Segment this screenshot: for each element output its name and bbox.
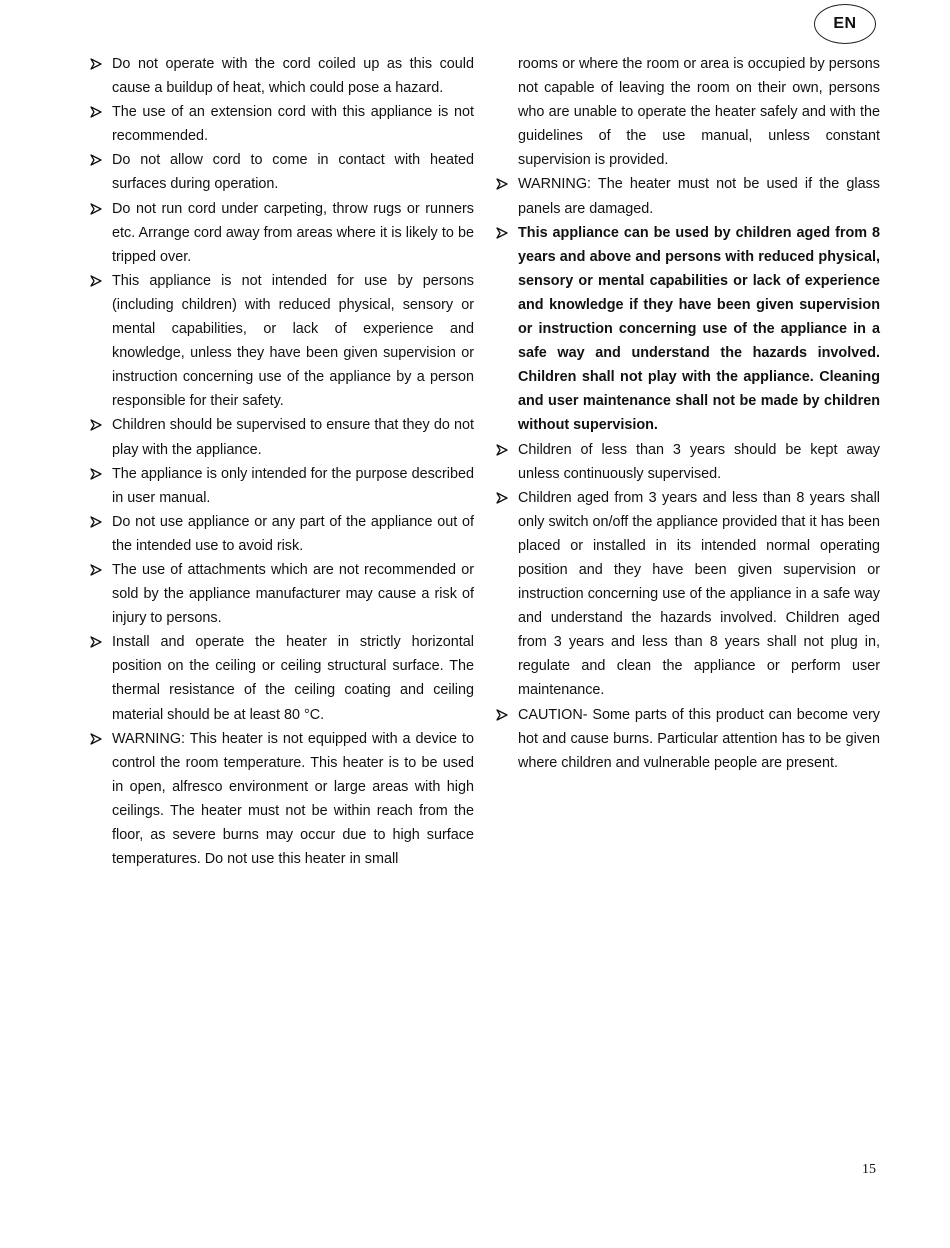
list-item xyxy=(88,52,474,100)
arrow-bullet-icon xyxy=(90,727,104,751)
arrow-bullet-icon xyxy=(90,630,104,654)
list-item xyxy=(88,462,474,510)
arrow-bullet-icon xyxy=(90,413,104,437)
list-item-text: rooms or where the room or area is occupied by persons not capable of leaving the room on their own, persons who are unable to operate the heater safely and with the guidelines of the use manual, unless constant supervision is provided. xyxy=(518,56,880,169)
right-column-list xyxy=(494,52,880,775)
arrow-bullet-icon xyxy=(90,558,104,582)
list-item xyxy=(88,269,474,414)
list-item xyxy=(88,100,474,148)
list-item xyxy=(88,558,474,630)
arrow-bullet-icon xyxy=(90,197,104,221)
list-item-text: This appliance can be used by children aged from 8 years and above and persons with reduced physical, sensory or mental capabilities or lack of experience and knowledge if they have been given supervision or instruction concerning use of the appliance in a safe way and understand the hazards involved. Children shall not play with the appliance. Cleaning and user maintenance shall not be made by children without supervision. xyxy=(518,224,880,434)
arrow-bullet-icon xyxy=(496,221,510,245)
list-item-text: Children of less than 3 years should be kept away unless continuously supervised. xyxy=(518,441,880,482)
list-item xyxy=(88,630,474,726)
list-item xyxy=(88,510,474,558)
list-item-text: Children aged from 3 years and less than 8 years shall only switch on/off the appliance provided that it has been placed or installed in its intended normal operating position and they have been given supervision or instruction concerning use of the appliance in a safe way and understand the hazards involved. Children aged from 3 years and less than 8 years shall not plug in, regulate and clean the appliance or perform user maintenance. xyxy=(518,489,880,699)
list-item-text: Children should be supervised to ensure that they do not play with the appliance. xyxy=(112,417,474,458)
list-item xyxy=(88,197,474,269)
list-item xyxy=(494,486,880,703)
list-item-text: WARNING: This heater is not equipped with a device to control the room temperature. This heater is to be used in open, alfresco environment or large areas with high ceilings. The heater must not be within reach from the floor, as severe burns may occur due to high surface temperatures. Do not use this heater in small xyxy=(112,730,474,868)
arrow-bullet-icon xyxy=(90,100,104,124)
list-item-text: This appliance is not intended for use by persons (including children) with reduced physical, sensory or mental capabilities, or lack of experience and knowledge, unless they have been given supervision or instruction concerning use of the appliance by a person responsible for their safety. xyxy=(112,272,474,410)
page-number: 15 xyxy=(862,1162,876,1177)
list-item-text: CAUTION- Some parts of this product can become very hot and cause burns. Particular attention has to be given where children and vulnerable people are present. xyxy=(518,706,880,771)
list-item-text: Do not run cord under carpeting, throw rugs or runners etc. Arrange cord away from areas where it is likely to be tripped over. xyxy=(112,200,474,265)
arrow-bullet-icon xyxy=(496,438,510,462)
list-item xyxy=(494,172,880,220)
list-item-text: The use of an extension cord with this appliance is not recommended. xyxy=(112,104,474,145)
arrow-bullet-icon xyxy=(496,486,510,510)
arrow-bullet-icon xyxy=(496,703,510,727)
arrow-bullet-icon xyxy=(90,148,104,172)
arrow-bullet-icon xyxy=(90,52,104,76)
arrow-bullet-icon xyxy=(90,269,104,293)
list-item xyxy=(88,148,474,196)
list-item-continuation xyxy=(494,52,880,172)
list-item-text: Install and operate the heater in strictly horizontal position on the ceiling or ceiling structural surface. The thermal resistance of the ceiling coating and ceiling material should be at least 80 °C. xyxy=(112,634,474,723)
list-item xyxy=(494,438,880,486)
arrow-bullet-icon xyxy=(90,510,104,534)
left-column-list xyxy=(88,52,474,871)
list-item-text: WARNING: The heater must not be used if the glass panels are damaged. xyxy=(518,176,880,217)
list-item-bold xyxy=(494,221,880,438)
list-item xyxy=(88,413,474,461)
arrow-bullet-icon xyxy=(90,462,104,486)
arrow-bullet-icon xyxy=(496,172,510,196)
list-item-text: The use of attachments which are not recommended or sold by the appliance manufacturer may cause a risk of injury to persons. xyxy=(112,561,474,627)
list-item-text: The appliance is only intended for the purpose described in user manual. xyxy=(112,465,474,506)
language-badge: EN xyxy=(814,4,876,44)
list-item-text: Do not use appliance or any part of the appliance out of the intended use to avoid risk. xyxy=(112,513,474,554)
list-item xyxy=(88,727,474,872)
list-item-text: Do not operate with the cord coiled up as this could cause a buildup of heat, which could pose a hazard. xyxy=(112,56,474,97)
list-item xyxy=(494,703,880,775)
list-item-text: Do not allow cord to come in contact with heated surfaces during operation. xyxy=(112,152,474,193)
